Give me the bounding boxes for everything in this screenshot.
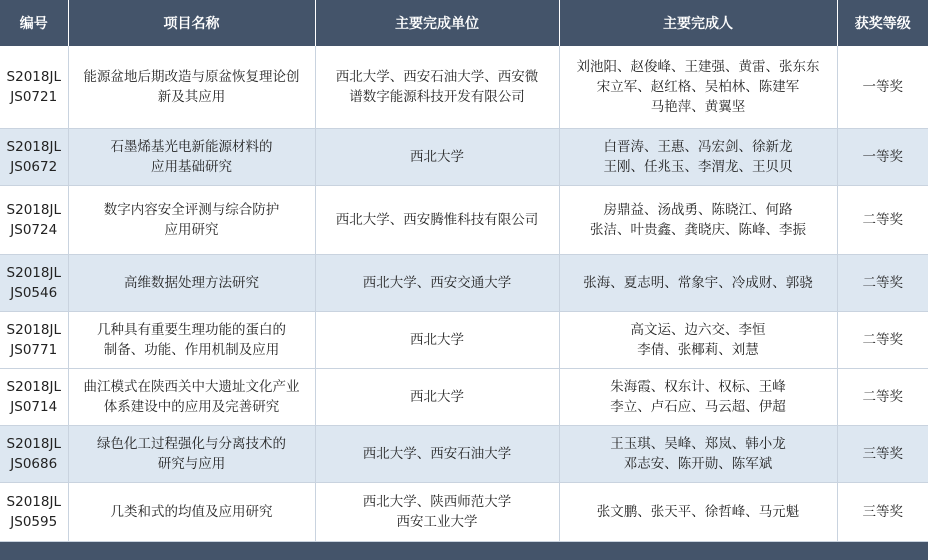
cell-project: 数字内容安全评测与综合防护 应用研究	[68, 186, 315, 255]
cell-level: 二等奖	[837, 186, 928, 255]
cell-units: 西北大学、陕西师范大学 西安工业大学	[315, 483, 559, 542]
cell-code: S2018JL JS0686	[0, 426, 68, 483]
cell-level: 一等奖	[837, 129, 928, 186]
cell-code: S2018JL JS0724	[0, 186, 68, 255]
cell-people: 高文运、边六交、李恒 李倩、张椰莉、刘慧	[559, 312, 837, 369]
cell-code: S2018JL JS0595	[0, 483, 68, 542]
cell-project: 能源盆地后期改造与原盆恢复理论创 新及其应用	[68, 46, 315, 129]
cell-level: 二等奖	[837, 255, 928, 312]
table-row	[0, 369, 928, 426]
cell-people: 朱海霞、权东计、权标、王峰 李立、卢石应、马云超、伊超	[559, 369, 837, 426]
cell-people: 张文鹏、张天平、徐哲峰、马元魁	[559, 483, 837, 542]
cell-level: 二等奖	[837, 312, 928, 369]
table-row	[0, 426, 928, 483]
cell-people: 王玉琪、吴峰、郑岚、韩小龙 邓志安、陈开勋、陈军斌	[559, 426, 837, 483]
table-row	[0, 129, 928, 186]
cell-units: 西北大学、西安腾惟科技有限公司	[315, 186, 559, 255]
cell-project: 高维数据处理方法研究	[68, 255, 315, 312]
cell-code: S2018JL JS0546	[0, 255, 68, 312]
cell-units: 西北大学、西安石油大学	[315, 426, 559, 483]
header-row	[0, 0, 928, 46]
table-row	[0, 46, 928, 129]
cell-units: 西北大学	[315, 129, 559, 186]
cell-units: 西北大学	[315, 312, 559, 369]
cell-units: 西北大学、西安交通大学	[315, 255, 559, 312]
cell-project: 几类和式的均值及应用研究	[68, 483, 315, 542]
table-body	[0, 46, 928, 542]
cell-units: 西北大学	[315, 369, 559, 426]
table-row	[0, 255, 928, 312]
cell-project: 曲江模式在陕西关中大遗址文化产业 体系建设中的应用及完善研究	[68, 369, 315, 426]
cell-code: S2018JL JS0714	[0, 369, 68, 426]
cell-level: 二等奖	[837, 369, 928, 426]
header-level: 获奖等级	[837, 0, 928, 46]
cell-code: S2018JL JS0721	[0, 46, 68, 129]
cell-code: S2018JL JS0672	[0, 129, 68, 186]
cell-project: 石墨烯基光电新能源材料的 应用基础研究	[68, 129, 315, 186]
cell-project: 绿色化工过程强化与分离技术的 研究与应用	[68, 426, 315, 483]
header-units: 主要完成单位	[315, 0, 559, 46]
header-people: 主要完成人	[559, 0, 837, 46]
cell-people: 刘池阳、赵俊峰、王建强、黄雷、张东东 宋立军、赵红格、吴柏林、陈建军 马艳萍、黄翼坚	[559, 46, 837, 129]
table-row	[0, 483, 928, 542]
cell-people: 张海、夏志明、常象宇、冷成财、郭骁	[559, 255, 837, 312]
cell-level: 一等奖	[837, 46, 928, 129]
header-project: 项目名称	[68, 0, 315, 46]
cell-project: 几种具有重要生理功能的蛋白的 制备、功能、作用机制及应用	[68, 312, 315, 369]
cell-units: 西北大学、西安石油大学、西安微 谱数字能源科技开发有限公司	[315, 46, 559, 129]
cell-level: 三等奖	[837, 426, 928, 483]
table-row	[0, 186, 928, 255]
cell-code: S2018JL JS0771	[0, 312, 68, 369]
cell-people: 白晋涛、王惠、冯宏剑、徐新龙 王刚、任兆玉、李渭龙、王贝贝	[559, 129, 837, 186]
table-header	[0, 0, 928, 46]
table-row	[0, 312, 928, 369]
footer-bar	[0, 542, 928, 560]
cell-people: 房鼎益、汤战勇、陈晓江、何路 张洁、叶贵鑫、龚晓庆、陈峰、李振	[559, 186, 837, 255]
header-code: 编号	[0, 0, 68, 46]
cell-level: 三等奖	[837, 483, 928, 542]
